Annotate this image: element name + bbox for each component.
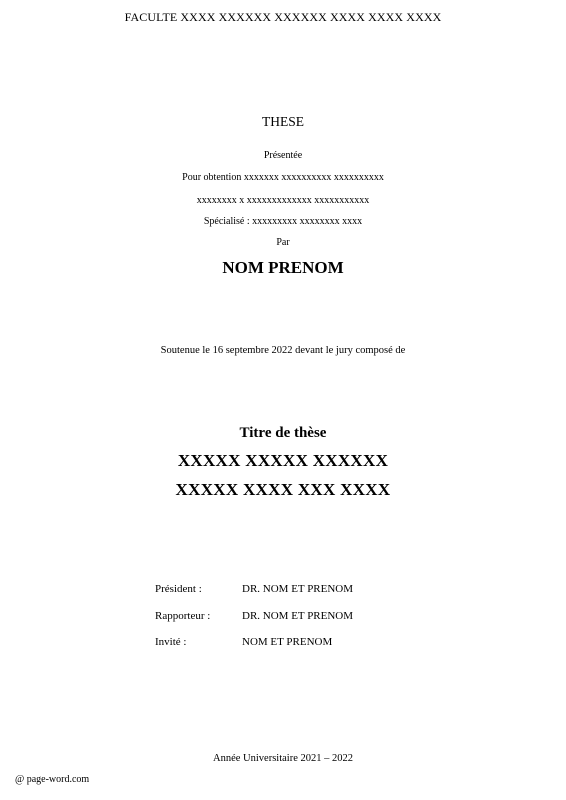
academic-year: Année Universitaire 2021 – 2022 xyxy=(213,753,353,764)
jury-row-invite xyxy=(155,636,535,652)
by-label: Par xyxy=(276,237,290,248)
degree-line-2: xxxxxxxx x xxxxxxxxxxxxx xxxxxxxxxxx xyxy=(196,195,370,206)
jury-row-rapporteur xyxy=(155,610,535,626)
thesis-title-line-2: XXXXX XXXX XXX XXXX xyxy=(175,480,391,499)
jury-role: Rapporteur : xyxy=(155,610,211,622)
jury-role: Invité : xyxy=(155,636,187,648)
document-type: THESE xyxy=(262,114,304,129)
author-name: NOM PRENOM xyxy=(222,258,344,277)
thesis-title-label: Titre de thèse xyxy=(239,425,327,441)
degree-line-1: Pour obtention xxxxxxx xxxxxxxxxx xxxxxxxxxx xyxy=(182,172,384,183)
jury-role: Président : xyxy=(155,583,202,595)
defense-statement: Soutenue le 16 septembre 2022 devant le jury composé de xyxy=(160,345,406,356)
jury-row-president xyxy=(155,583,535,599)
speciality-line: Spécialisé : xxxxxxxxx xxxxxxxx xxxx xyxy=(203,216,363,227)
faculty-header: FACULTE XXXX XXXXXX XXXXXX XXXX XXXX XXXX xyxy=(124,10,442,24)
watermark-text: @ page-word.com xyxy=(15,774,90,785)
jury-member-name: DR. NOM ET PRENOM xyxy=(242,610,354,622)
jury-member-name: NOM ET PRENOM xyxy=(242,636,333,648)
thesis-title-line-1: XXXXX XXXXX XXXXXX xyxy=(177,451,389,470)
presented-label: Présentée xyxy=(263,150,303,161)
jury-member-name: DR. NOM ET PRENOM xyxy=(242,583,354,595)
